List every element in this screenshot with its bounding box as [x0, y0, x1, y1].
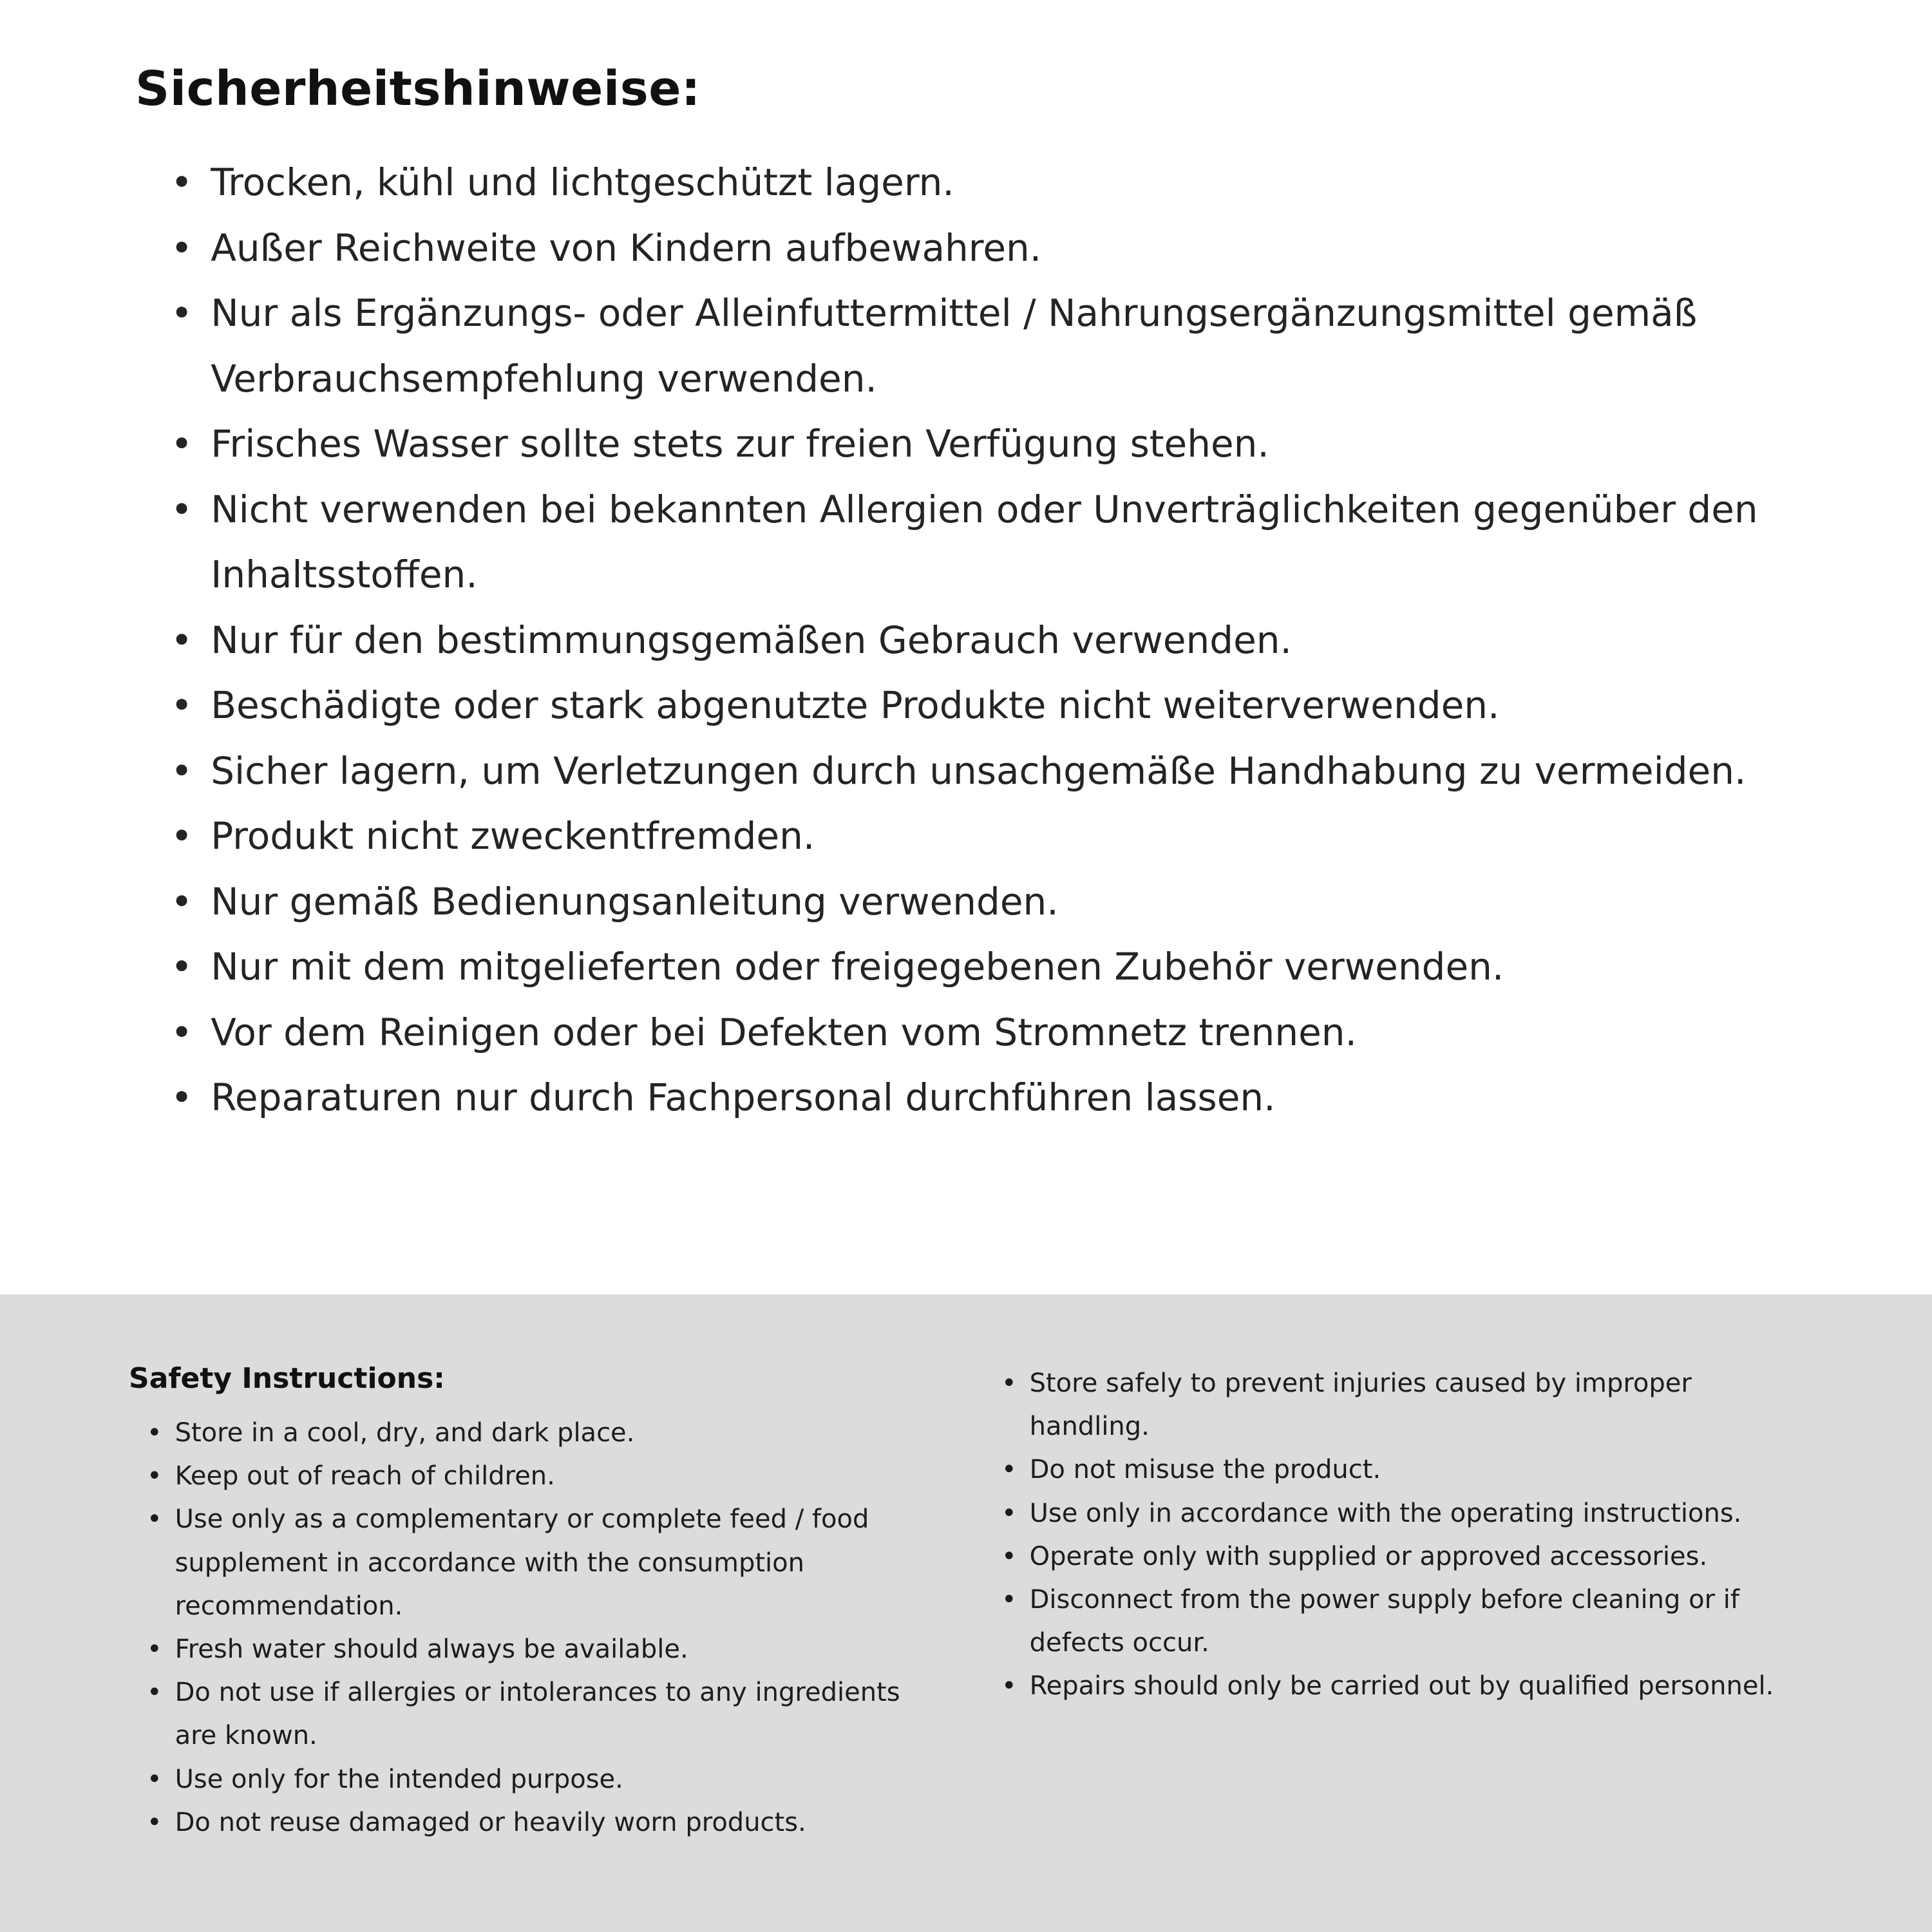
english-section: [0, 1294, 1932, 1932]
list-item: [171, 412, 1816, 477]
bullet-marker: •: [147, 1461, 162, 1492]
list-item: [171, 739, 1816, 804]
list-item-text: Nur für den bestimmungsgemäßen Gebrauch verwenden.: [211, 618, 1292, 662]
bullet-marker: •: [147, 1504, 162, 1535]
bullet-marker: •: [171, 160, 193, 204]
list-item: [1001, 1362, 1816, 1448]
list-item-text: Do not use if allergies or intolerances to any ingredients are known.: [175, 1678, 900, 1751]
list-item: [171, 216, 1816, 281]
list-item: [171, 1065, 1816, 1131]
list-item: [147, 1498, 943, 1628]
english-right-column: [1001, 1362, 1816, 1887]
list-item-text: Use only for the intended purpose.: [175, 1764, 623, 1794]
list-item: [147, 1455, 943, 1498]
bullet-marker: •: [171, 879, 193, 923]
bullet-marker: •: [171, 225, 193, 270]
list-item: [171, 150, 1816, 216]
list-item: [1001, 1448, 1816, 1492]
list-item-text: Fresh water should always be available.: [175, 1634, 688, 1664]
list-item-text: Keep out of reach of children.: [175, 1461, 555, 1492]
bullet-marker: •: [171, 291, 193, 335]
list-item-text: Trocken, kühl und lichtgeschützt lagern.: [211, 160, 954, 204]
bullet-marker: •: [1001, 1498, 1017, 1528]
list-item-text: Use only as a complementary or complete feed / food supplement in accordance with the consumption recommendation.: [175, 1504, 869, 1621]
bullet-marker: •: [147, 1634, 162, 1664]
list-item-text: Beschädigte oder stark abgenutzte Produkte nicht weiterverwenden.: [211, 683, 1500, 727]
list-item: [171, 608, 1816, 674]
list-item-text: Reparaturen nur durch Fachpersonal durchführen lassen.: [211, 1075, 1276, 1119]
bullet-marker: •: [171, 683, 193, 727]
bullet-marker: •: [1001, 1455, 1017, 1485]
list-item: [171, 1000, 1816, 1066]
list-item-text: Use only in accordance with the operating instructions.: [1029, 1498, 1742, 1528]
list-item: [1001, 1665, 1816, 1708]
list-item: [1001, 1535, 1816, 1578]
bullet-marker: •: [147, 1807, 162, 1837]
german-section-title: Sicherheitshinweise:: [135, 61, 701, 117]
english-left-column: [129, 1362, 943, 1887]
list-item: [1001, 1578, 1816, 1665]
list-item: [171, 869, 1816, 935]
bullet-marker: •: [171, 748, 193, 793]
list-item-text: Nicht verwenden bei bekannten Allergien oder Unverträglichkeiten gegenüber den Inhaltsstoffen.: [211, 487, 1758, 596]
bullet-marker: •: [1001, 1368, 1017, 1398]
list-item: [171, 934, 1816, 1000]
list-item: [147, 1671, 943, 1757]
list-item-text: Frisches Wasser sollte stets zur freien Verfügung stehen.: [211, 422, 1269, 466]
list-item-text: Nur mit dem mitgelieferten oder freigegebenen Zubehör verwenden.: [211, 945, 1504, 989]
list-item-text: Operate only with supplied or approved accessories.: [1029, 1541, 1708, 1571]
list-item: [147, 1628, 943, 1671]
list-item-text: Außer Reichweite von Kindern aufbewahren.: [211, 225, 1042, 270]
bullet-marker: •: [171, 1010, 193, 1054]
bullet-marker: •: [171, 487, 193, 531]
bullet-marker: •: [1001, 1541, 1017, 1571]
list-item: [1001, 1492, 1816, 1535]
bullet-marker: •: [1001, 1671, 1017, 1701]
list-item-text: Nur als Ergänzungs- oder Alleinfuttermittel / Nahrungsergänzungsmittel gemäß Verbrauchsempfehlung verwenden.: [211, 291, 1698, 401]
bullet-marker: •: [147, 1678, 162, 1708]
list-item-text: Nur gemäß Bedienungsanleitung verwenden.: [211, 879, 1059, 923]
bullet-marker: •: [171, 814, 193, 858]
list-item-text: Store safely to prevent injuries caused by improper handling.: [1029, 1368, 1692, 1442]
list-item-text: Store in a cool, dry, and dark place.: [175, 1418, 635, 1448]
list-item: [147, 1758, 943, 1801]
list-item-text: Produkt nicht zweckentfremden.: [211, 814, 815, 858]
bullet-marker: •: [171, 945, 193, 989]
bullet-marker: •: [147, 1418, 162, 1448]
bullet-marker: •: [171, 422, 193, 466]
list-item-text: Disconnect from the power supply before cleaning or if defects occur.: [1029, 1584, 1739, 1658]
list-item-text: Do not misuse the product.: [1029, 1455, 1381, 1485]
bullet-marker: •: [171, 618, 193, 662]
bullet-marker: •: [1001, 1584, 1017, 1615]
list-item-text: Vor dem Reinigen oder bei Defekten vom Stromnetz trennen.: [211, 1010, 1357, 1054]
list-item-text: Sicher lagern, um Verletzungen durch unsachgemäße Handhabung zu vermeiden.: [211, 748, 1747, 793]
german-instructions-list: [135, 150, 1816, 1131]
list-item-text: Do not reuse damaged or heavily worn products.: [175, 1807, 806, 1837]
english-instructions-list-right: [1001, 1362, 1816, 1709]
list-item: [147, 1412, 943, 1455]
bullet-marker: •: [147, 1764, 162, 1794]
list-item: [147, 1801, 943, 1844]
list-item-text: Repairs should only be carried out by qualified personnel.: [1029, 1671, 1774, 1701]
list-item: [171, 477, 1816, 608]
english-instructions-list-left: [129, 1412, 943, 1844]
list-item: [171, 804, 1816, 869]
list-item: [171, 673, 1816, 739]
bullet-marker: •: [171, 1075, 193, 1119]
english-section-title: Safety Instructions:: [129, 1362, 445, 1395]
list-item: [171, 281, 1816, 412]
